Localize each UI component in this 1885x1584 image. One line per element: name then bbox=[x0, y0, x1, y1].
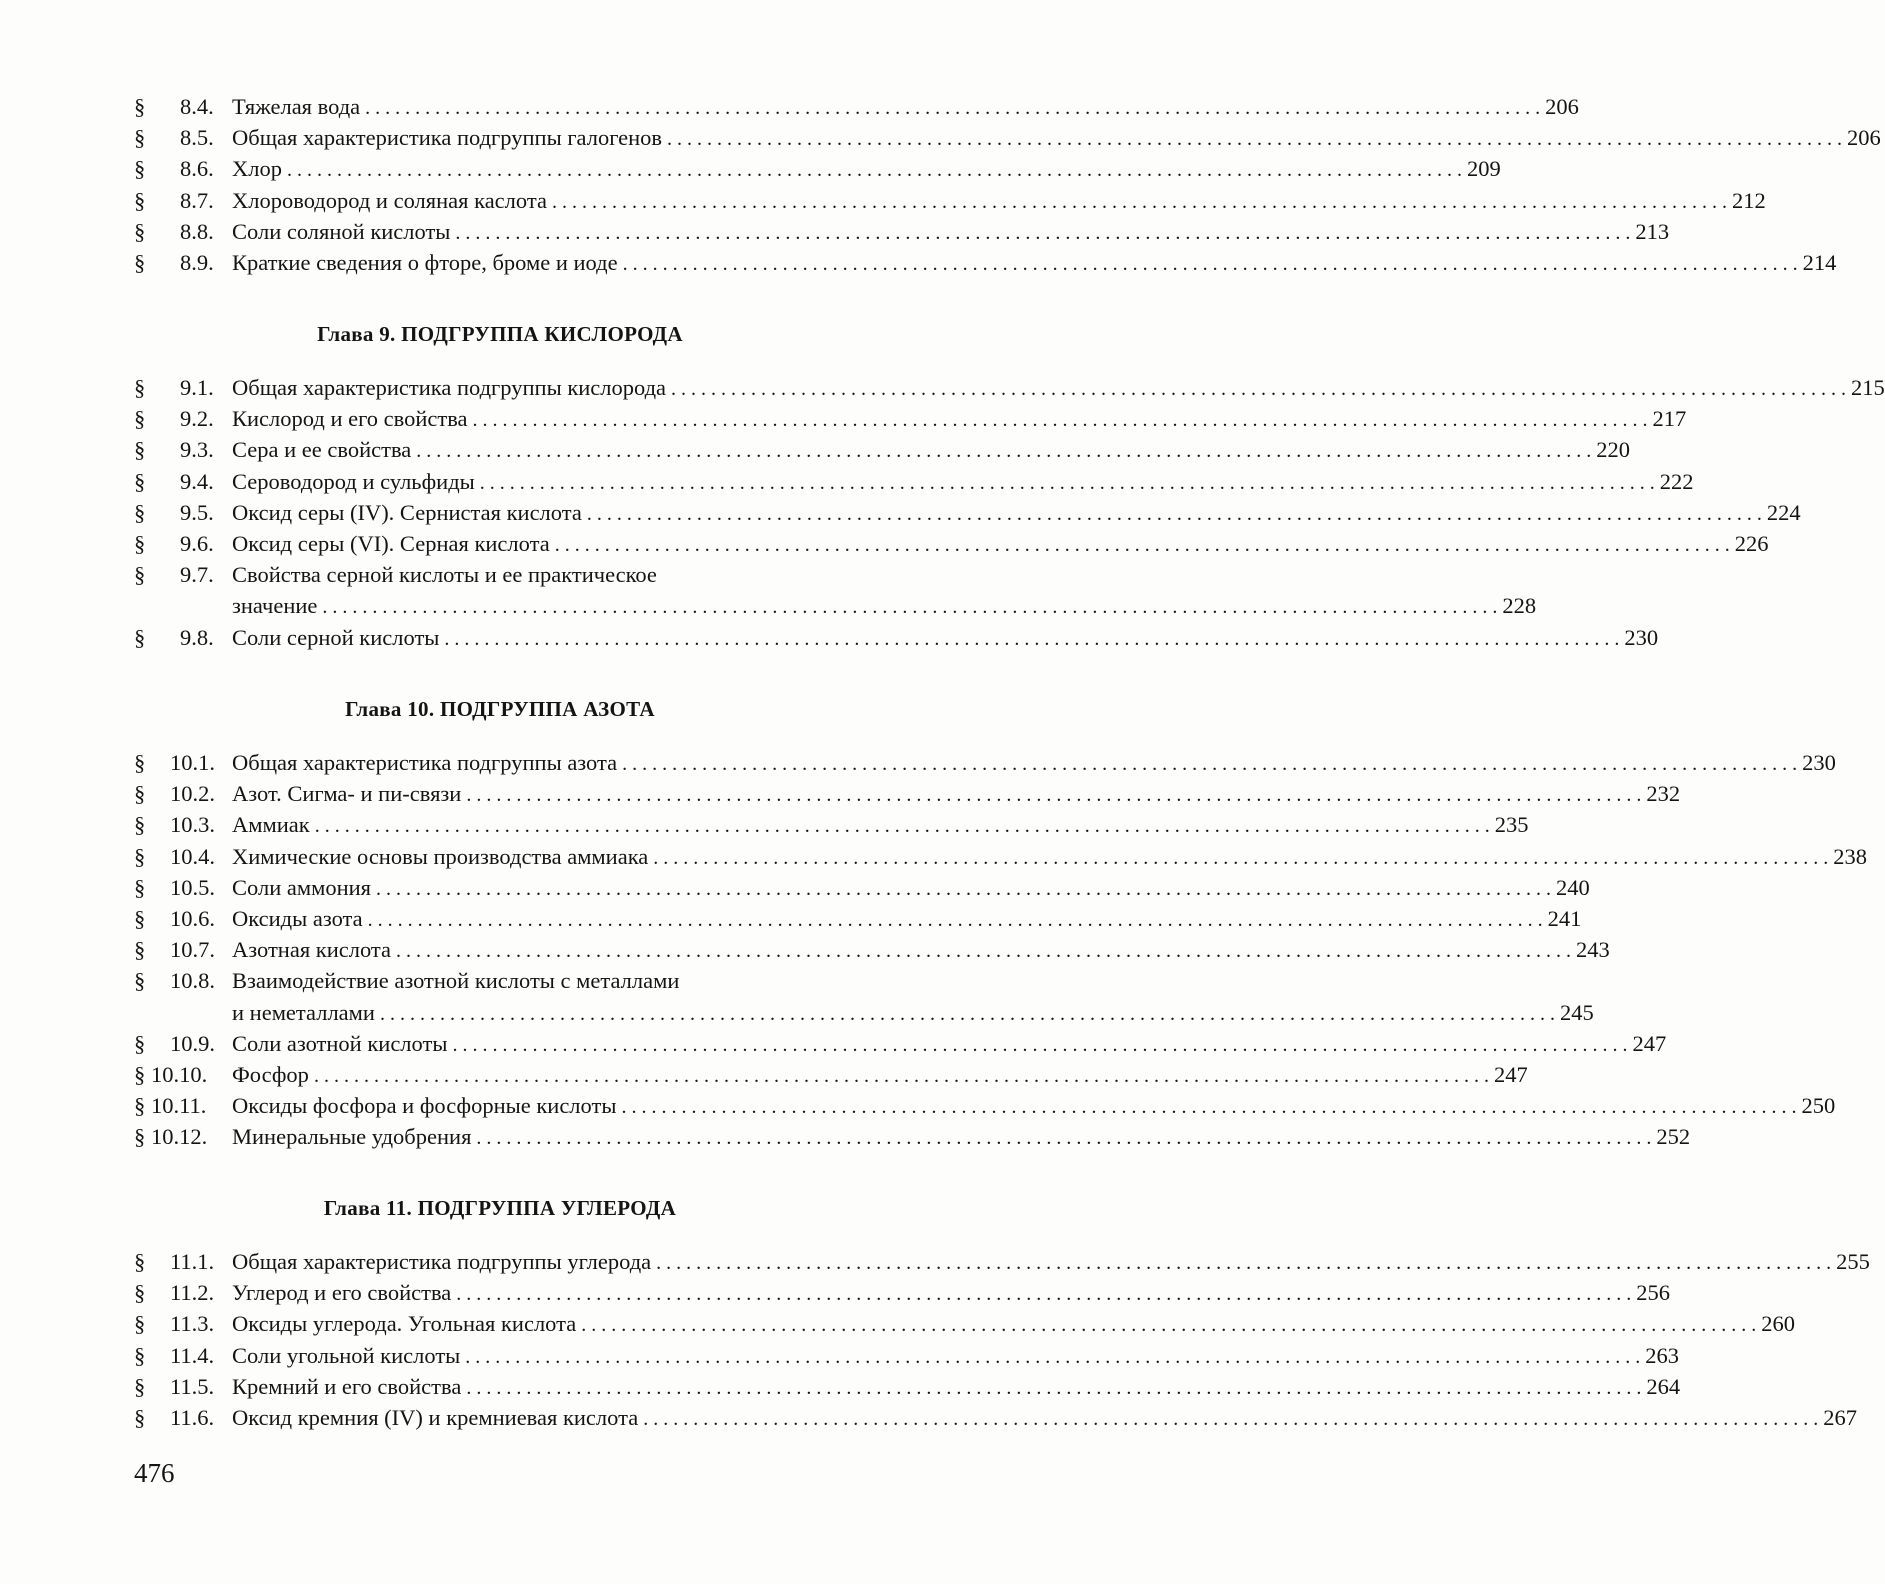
toc-entry-page: 247 bbox=[1493, 1061, 1528, 1087]
chapter-heading-11: Глава 11. ПОДГРУППА УГЛЕРОДА bbox=[323, 1196, 677, 1220]
toc-entry-number: 9.6. bbox=[180, 530, 214, 556]
dot-leader bbox=[317, 592, 1502, 623]
toc-entry-line bbox=[232, 528, 1769, 559]
section-symbol: § bbox=[134, 1404, 146, 1430]
toc-entry-page: 206 bbox=[1545, 94, 1579, 119]
toc-entry-body bbox=[232, 91, 1579, 122]
toc-entry-number: 10.10. bbox=[151, 1061, 208, 1087]
toc-entry-line bbox=[232, 1277, 1671, 1308]
section-symbol: § bbox=[134, 874, 146, 900]
toc-entry-body bbox=[232, 1121, 1691, 1152]
toc-entry bbox=[0, 872, 1590, 903]
toc-entry-page: 228 bbox=[1502, 593, 1537, 619]
toc-entry-page: 241 bbox=[1547, 905, 1582, 931]
toc-entry-page: 252 bbox=[1656, 1124, 1691, 1150]
dot-leader bbox=[310, 811, 1495, 842]
toc-entry-line bbox=[232, 934, 1610, 965]
toc-entry-line bbox=[232, 497, 1801, 528]
section-symbol: § bbox=[134, 750, 146, 775]
toc-entry bbox=[0, 216, 1670, 247]
toc-entry-body bbox=[232, 1340, 1680, 1371]
toc-entry-body bbox=[232, 185, 1766, 216]
toc-entry-number: 10.12. bbox=[151, 1124, 208, 1150]
toc-entry bbox=[0, 1340, 1680, 1371]
toc-entry-page: 264 bbox=[1646, 1373, 1681, 1399]
toc-entry-number: 11.1. bbox=[170, 1249, 215, 1274]
toc-entry-line bbox=[232, 403, 1687, 434]
toc-entry-page: 267 bbox=[1823, 1404, 1857, 1430]
toc-entry bbox=[0, 122, 1881, 153]
toc-entry-line bbox=[232, 841, 1868, 872]
toc-entry-title: Краткие сведения о фторе, броме и иоде bbox=[232, 249, 618, 275]
toc-entry-line bbox=[232, 466, 1694, 497]
toc-entry-line bbox=[232, 434, 1631, 465]
section-symbol: § bbox=[134, 1124, 146, 1150]
toc-entry-number: 8.7. bbox=[180, 187, 214, 213]
section-symbol: § bbox=[134, 406, 146, 432]
toc-entry-line bbox=[232, 778, 1681, 809]
section-symbol: § bbox=[134, 499, 146, 525]
toc-entry-title: Соли серной кислоты bbox=[232, 624, 440, 650]
toc-group-chapter-10 bbox=[0, 747, 1868, 1152]
toc-entry bbox=[0, 466, 1694, 497]
toc-entry bbox=[0, 778, 1681, 809]
section-symbol: § bbox=[134, 375, 146, 400]
toc-entry-number: 9.1. bbox=[180, 375, 214, 400]
toc-entry-body bbox=[232, 622, 1659, 653]
section-symbol: § bbox=[134, 530, 146, 556]
toc-entry-page: 217 bbox=[1652, 406, 1687, 432]
section-symbol: § bbox=[134, 1030, 146, 1056]
section-symbol: § bbox=[134, 1093, 146, 1119]
toc-entry-page: 214 bbox=[1802, 249, 1837, 275]
dot-leader bbox=[475, 468, 1660, 499]
toc-entry-page: 212 bbox=[1731, 187, 1766, 213]
toc-entry bbox=[0, 747, 1836, 778]
toc-entry-title: Кремний и его свойства bbox=[232, 1373, 462, 1399]
dot-leader bbox=[618, 249, 1803, 280]
toc-entry bbox=[0, 1277, 1671, 1308]
toc-entry-number: 10.5. bbox=[170, 874, 215, 900]
toc-entry-number: 9.3. bbox=[180, 437, 214, 463]
toc-entry-title: значение bbox=[232, 593, 318, 619]
toc-entry-page: 256 bbox=[1636, 1280, 1671, 1306]
toc-entry bbox=[0, 809, 1529, 840]
toc-entry-body bbox=[232, 403, 1687, 434]
toc-entry bbox=[0, 934, 1610, 965]
toc-entry-body bbox=[232, 122, 1881, 153]
dot-leader bbox=[447, 1030, 1632, 1061]
toc-entry bbox=[0, 903, 1582, 934]
toc-entry-page: 220 bbox=[1596, 437, 1631, 463]
toc-entry bbox=[0, 622, 1659, 653]
toc-entry-body bbox=[232, 778, 1681, 809]
toc-entry-title: Фосфор bbox=[232, 1061, 309, 1087]
toc-entry-number: 9.5. bbox=[180, 499, 214, 525]
toc-entry-title: Хлор bbox=[232, 156, 282, 182]
toc-entry bbox=[0, 153, 1501, 184]
toc-entry-page: 250 bbox=[1801, 1093, 1836, 1119]
toc-entry bbox=[0, 1371, 1681, 1402]
section-symbol: § bbox=[134, 1311, 146, 1337]
toc-entry-line bbox=[232, 1059, 1528, 1090]
dot-leader bbox=[391, 936, 1576, 967]
toc-entry-body bbox=[232, 841, 1868, 872]
toc-entry-line bbox=[232, 1246, 1870, 1277]
section-symbol: § bbox=[134, 968, 146, 994]
toc-entry-number: 11.3. bbox=[170, 1311, 215, 1337]
toc-entry-page: 263 bbox=[1645, 1342, 1680, 1368]
toc-entry-line bbox=[232, 216, 1670, 247]
section-symbol: § bbox=[134, 1342, 146, 1368]
toc-entry-line bbox=[232, 1402, 1857, 1433]
toc-entry-number: 10.2. bbox=[170, 781, 215, 807]
toc-entry bbox=[0, 247, 1837, 278]
toc-entry-number: 10.3. bbox=[170, 812, 215, 838]
dot-leader bbox=[547, 187, 1732, 218]
toc-entry-number: 11.6. bbox=[170, 1404, 215, 1430]
toc-entry-title: Оксид серы (VI). Серная кислота bbox=[232, 530, 550, 556]
dot-leader bbox=[468, 405, 1653, 436]
toc-entry-line bbox=[232, 1371, 1681, 1402]
toc-entry-page: 238 bbox=[1833, 843, 1868, 869]
toc-group-chapter-9 bbox=[0, 372, 1885, 653]
toc-entry-line bbox=[232, 622, 1659, 653]
toc-entry-number: 11.5. bbox=[170, 1373, 215, 1399]
toc-entry-title: Общая характеристика подгруппы углерода bbox=[232, 1249, 652, 1274]
section-symbol: § bbox=[134, 187, 146, 213]
section-symbol: § bbox=[134, 249, 146, 275]
toc-group-chapter-8 bbox=[0, 91, 1881, 278]
toc-entry-body bbox=[232, 434, 1631, 465]
section-symbol: § bbox=[134, 937, 146, 963]
section-symbol: § bbox=[134, 1061, 146, 1087]
dot-leader bbox=[375, 999, 1560, 1030]
dot-leader bbox=[662, 124, 1847, 155]
toc-entry-title: Общая характеристика подгруппы азота bbox=[232, 750, 618, 775]
toc-entry-title: Оксиды фосфора и фосфорные кислоты bbox=[232, 1093, 617, 1119]
section-symbol: § bbox=[134, 905, 146, 931]
toc-entry-number: 10.7. bbox=[170, 937, 215, 963]
dot-leader bbox=[461, 1373, 1646, 1404]
toc-entry-title: Сера и ее свойства bbox=[232, 437, 412, 463]
toc-entry-title: Азот. Сигма- и пи-связи bbox=[232, 781, 462, 807]
section-symbol: § bbox=[134, 94, 146, 119]
toc-entry-number: 11.2. bbox=[170, 1280, 215, 1306]
toc-entry-title: Соли азотной кислоты bbox=[232, 1030, 448, 1056]
toc-entry-title: Минеральные удобрения bbox=[232, 1124, 472, 1150]
toc-entry-body bbox=[232, 466, 1694, 497]
toc-entry-body bbox=[232, 247, 1837, 278]
toc-entry-line bbox=[232, 590, 1537, 621]
toc-entry-number: 9.2. bbox=[180, 406, 214, 432]
dot-leader bbox=[582, 499, 1767, 530]
toc-entry-body bbox=[232, 497, 1801, 528]
toc-entry-page: 232 bbox=[1646, 781, 1681, 807]
dot-leader bbox=[666, 374, 1851, 405]
section-symbol: § bbox=[134, 781, 146, 807]
dot-leader bbox=[550, 530, 1735, 561]
toc-entry-title: Сероводород и сульфиды bbox=[232, 468, 475, 494]
toc-entry-title: Хлороводород и соляная каслота bbox=[232, 187, 547, 213]
section-symbol: § bbox=[134, 624, 146, 650]
dot-leader bbox=[617, 749, 1802, 780]
section-symbol: § bbox=[134, 1249, 146, 1274]
toc-entry-line bbox=[232, 153, 1501, 184]
dot-leader bbox=[371, 874, 1556, 905]
section-symbol: § bbox=[134, 468, 146, 494]
toc-entry-title: Кислород и его свойства bbox=[232, 406, 468, 432]
toc-entry-number: 10.9. bbox=[170, 1030, 215, 1056]
toc-entry-line bbox=[232, 747, 1836, 778]
dot-leader bbox=[450, 218, 1635, 249]
section-symbol: § bbox=[134, 1373, 146, 1399]
toc-entry-title: Соли аммония bbox=[232, 874, 371, 900]
toc-entry bbox=[0, 185, 1766, 216]
toc-entry-title: Оксид серы (IV). Сернистая кислота bbox=[232, 499, 582, 525]
dot-leader bbox=[471, 1123, 1656, 1154]
toc-entry-body bbox=[232, 1090, 1836, 1121]
toc-entry-title-line1: Взаимодействие азотной кислоты с металлами bbox=[232, 968, 680, 994]
dot-leader bbox=[651, 1248, 1836, 1279]
chapter-heading-10: Глава 10. ПОДГРУППА АЗОТА bbox=[345, 697, 655, 721]
section-symbol: § bbox=[134, 125, 146, 151]
dot-leader bbox=[360, 93, 1545, 124]
toc-entry-line bbox=[232, 809, 1529, 840]
toc-entry bbox=[0, 1090, 1836, 1121]
toc-entry bbox=[0, 965, 1594, 1027]
toc-entry bbox=[0, 528, 1769, 559]
toc-entry-line bbox=[232, 122, 1881, 153]
toc-entry-title: и неметаллами bbox=[232, 999, 375, 1025]
toc-entry-page: 260 bbox=[1761, 1311, 1795, 1337]
section-symbol: § bbox=[134, 843, 146, 869]
toc-entry-number: 9.8. bbox=[180, 624, 214, 650]
chapter-heading-9: Глава 9. ПОДГРУППА КИСЛОРОДА bbox=[317, 322, 683, 346]
toc-entry bbox=[0, 841, 1868, 872]
toc-entry-line bbox=[232, 1090, 1836, 1121]
section-symbol: § bbox=[134, 218, 146, 244]
toc-entry-page: 215 bbox=[1851, 375, 1885, 400]
section-symbol: § bbox=[134, 156, 146, 182]
toc-entry-title: Соли соляной кислоты bbox=[232, 218, 451, 244]
toc-entry-line bbox=[232, 247, 1837, 278]
section-symbol: § bbox=[134, 437, 146, 463]
toc-entry-number: 11.4. bbox=[170, 1342, 215, 1368]
toc-entry-page: 247 bbox=[1632, 1030, 1667, 1056]
toc-entry-page: 222 bbox=[1659, 468, 1694, 494]
toc-entry-title-line1: Свойства серной кислоты и ее практическое bbox=[232, 562, 657, 588]
dot-leader bbox=[461, 780, 1646, 811]
toc-entry-body bbox=[232, 153, 1501, 184]
toc-entry-title: Азотная кислота bbox=[232, 937, 392, 963]
dot-leader bbox=[282, 155, 1467, 186]
toc-entry-line bbox=[232, 372, 1885, 403]
toc-entry-line bbox=[232, 997, 1594, 1028]
toc-entry-title: Оксид кремния (IV) и кремниевая кислота bbox=[232, 1404, 639, 1430]
toc-entry-page: 213 bbox=[1635, 218, 1670, 244]
toc-entry bbox=[0, 1308, 1795, 1339]
toc-entry bbox=[0, 1121, 1691, 1152]
toc-entry bbox=[0, 1402, 1857, 1433]
page-number-folio: 476 bbox=[134, 1458, 175, 1488]
toc-entry-page: 243 bbox=[1576, 937, 1610, 963]
dot-leader bbox=[451, 1279, 1636, 1310]
toc-entry-title: Общая характеристика подгруппы кислорода bbox=[232, 375, 667, 400]
toc-entry-page: 224 bbox=[1766, 499, 1801, 525]
toc-entry-body bbox=[232, 747, 1836, 778]
dot-leader bbox=[439, 624, 1624, 655]
toc-entry-number: 8.8. bbox=[180, 218, 214, 244]
toc-entry-line bbox=[232, 185, 1766, 216]
toc-entry-number: 8.9. bbox=[180, 249, 214, 275]
toc-entry-title: Химические основы производства аммиака bbox=[232, 843, 649, 869]
toc-entry-page: 240 bbox=[1556, 874, 1590, 900]
toc-entry bbox=[0, 372, 1885, 403]
toc-entry bbox=[0, 1246, 1870, 1277]
toc-entry-body bbox=[232, 934, 1610, 965]
toc-entry-title: Соли угольной кислоты bbox=[232, 1342, 461, 1368]
toc-entry-page: 226 bbox=[1734, 530, 1769, 556]
toc-entry-number: 8.5. bbox=[180, 125, 214, 151]
dot-leader bbox=[616, 1092, 1801, 1123]
toc-entry-line bbox=[232, 903, 1582, 934]
toc-entry-page: 235 bbox=[1494, 812, 1529, 838]
toc-entry-body bbox=[232, 1059, 1528, 1090]
toc-entry-body bbox=[232, 1028, 1667, 1059]
toc-entry-page: 255 bbox=[1836, 1249, 1870, 1274]
toc-entry-line bbox=[232, 1308, 1795, 1339]
toc-entry-number: 10.4. bbox=[170, 843, 215, 869]
toc-entry-title: Оксиды азота bbox=[232, 905, 363, 931]
toc-entry-body bbox=[232, 1371, 1681, 1402]
toc-entry-body bbox=[232, 528, 1769, 559]
toc-entry-body bbox=[232, 903, 1582, 934]
toc-entry bbox=[0, 497, 1801, 528]
toc-entry-page: 230 bbox=[1802, 750, 1836, 775]
toc-entry-number: 10.1. bbox=[170, 750, 215, 775]
toc-entry-title: Углерод и его свойства bbox=[232, 1280, 452, 1306]
section-symbol: § bbox=[134, 812, 146, 838]
toc-entry-title: Тяжелая вода bbox=[232, 94, 361, 119]
toc-entry-line bbox=[232, 872, 1590, 903]
toc-entry-title: Оксиды углерода. Угольная кислота bbox=[232, 1311, 577, 1337]
toc-entry-body bbox=[232, 1402, 1857, 1433]
toc-entry-body bbox=[232, 1277, 1671, 1308]
toc-entry-line bbox=[232, 1340, 1680, 1371]
toc-entry-body bbox=[232, 1246, 1870, 1277]
toc-entry-body bbox=[232, 372, 1885, 403]
toc-entry bbox=[0, 1028, 1667, 1059]
toc-entry-page: 209 bbox=[1466, 156, 1501, 182]
toc-entry bbox=[0, 91, 1579, 122]
toc-entry bbox=[0, 403, 1687, 434]
toc-entry-line bbox=[232, 1028, 1667, 1059]
toc-entry-line bbox=[232, 91, 1579, 122]
toc-entry-page: 245 bbox=[1559, 999, 1594, 1025]
toc-entry-number: 8.4. bbox=[180, 94, 214, 119]
dot-leader bbox=[411, 436, 1596, 467]
section-symbol: § bbox=[134, 562, 146, 588]
dot-leader bbox=[648, 843, 1833, 874]
dot-leader bbox=[638, 1404, 1823, 1435]
toc-entry-number: 9.4. bbox=[180, 468, 214, 494]
toc-entry-title: Общая характеристика подгруппы галогенов bbox=[232, 125, 663, 151]
toc-entry-page: 206 bbox=[1847, 125, 1881, 151]
toc-entry-page: 230 bbox=[1624, 624, 1659, 650]
toc-entry-body bbox=[232, 965, 1594, 1027]
toc-entry bbox=[0, 1059, 1528, 1090]
toc-group-chapter-11 bbox=[0, 1246, 1870, 1433]
dot-leader bbox=[309, 1061, 1494, 1092]
dot-leader bbox=[363, 905, 1548, 936]
toc-entry-number: 8.6. bbox=[180, 156, 214, 182]
toc-entry bbox=[0, 434, 1631, 465]
dot-leader bbox=[460, 1342, 1645, 1373]
dot-leader bbox=[576, 1310, 1761, 1341]
toc-entry-title: Аммиак bbox=[232, 812, 310, 838]
toc-entry bbox=[0, 559, 1537, 621]
toc-entry-body bbox=[232, 809, 1529, 840]
toc-entry-number: 10.8. bbox=[170, 968, 215, 994]
toc-entry-number: 10.11. bbox=[151, 1093, 207, 1119]
toc-entry-body bbox=[232, 1308, 1795, 1339]
toc-entry-body bbox=[232, 216, 1670, 247]
toc-entry-line bbox=[232, 1121, 1691, 1152]
section-symbol: § bbox=[134, 1280, 146, 1306]
toc-entry-number: 10.6. bbox=[170, 905, 215, 931]
toc-entry-body bbox=[232, 872, 1590, 903]
toc-entry-number: 9.7. bbox=[180, 562, 214, 588]
toc-entry-body bbox=[232, 559, 1537, 621]
